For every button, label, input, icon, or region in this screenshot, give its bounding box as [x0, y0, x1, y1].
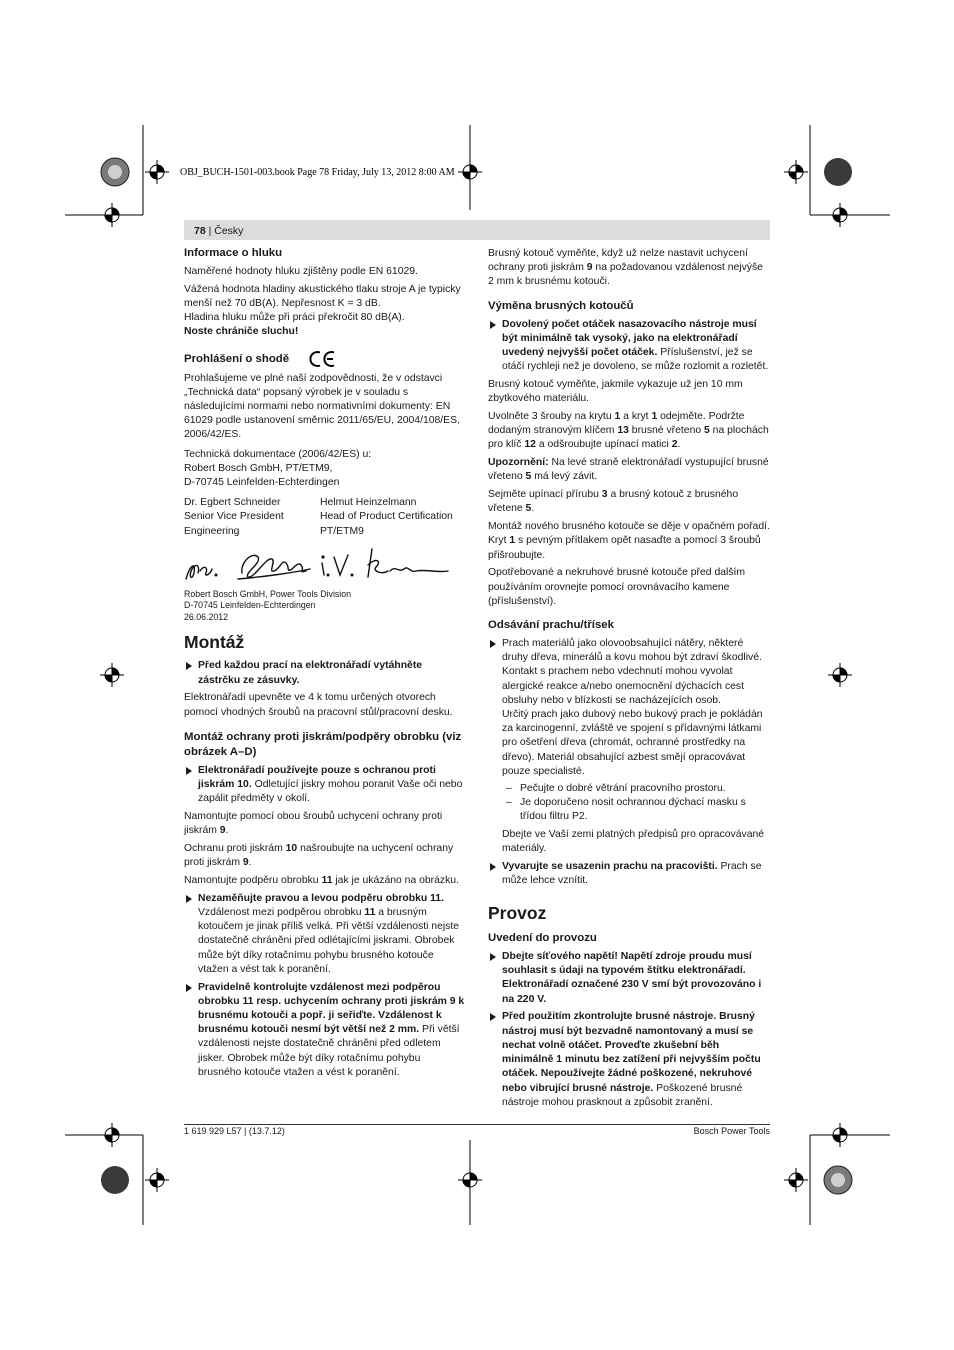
print-info-line: OBJ_BUCH-1501-003.book Page 78 Friday, July 13, 2012 8:00 AM [180, 167, 455, 178]
paragraph: Vážená hodnota hladiny akustického tlaku stroje A je typicky menší než 70 dB(A). Nepřesnost K = 3 dB. [184, 283, 461, 309]
paragraph: Naměřené hodnoty hluku zjištěny podle EN 61029. [184, 266, 418, 277]
paragraph: Brusný kotouč vyměňte, když už nelze nastavit uchycení ochrany proti jiskrám 9 na požadovanou vzdálenost nejvýše 2 mm k brusnému kotouči. [488, 248, 763, 288]
arrow-bullet-icon [490, 1013, 496, 1021]
paragraph: Namontujte podpěru obrobku 11 jak je ukázáno na obrázku. [184, 874, 459, 886]
warning-bullet: Elektronářadí používejte pouze s ochranou proti jiskrám 10. Odletující jiskry mohou poranit Vaše oči nebo zapálit předměty v okolí. [184, 764, 466, 807]
page-header [194, 225, 243, 237]
arrow-bullet-icon [490, 953, 496, 961]
crosshair-mark [828, 1123, 852, 1147]
handwritten-signatures [182, 543, 452, 587]
ce-mark-icon [308, 350, 336, 368]
warning-bullet: Nezaměňujte pravou a levou podpěru obrobku 11. Vzdálenost mezi podpěrou obrobku 11 a brusným kotoučem je jinak příliš velká. Při větší vzdálenosti nejste dostatečně chráněni před odlétajícími jiskrami. Obrobek může být díky rotačnímu pohybu brusného kotouče vtažen a vést tak k poranění. [184, 892, 466, 977]
paragraph: Technická dokumentace (2006/42/ES) u: Robert Bosch GmbH, PT/ETM9, D-70745 Leinfelden-Echterdingen [184, 448, 372, 489]
signatory-1: Dr. Egbert Schneider Senior Vice President Engineering [184, 497, 284, 537]
star-disk-center [108, 165, 122, 179]
page-header-bar [184, 220, 770, 240]
warning-bullet: Prach materiálů jako olovoobsahující nátěry, některé druhy dřeva, minerálů a kovu mohou být zdraví škodlivé. Kontakt s prachem nebo vdechnutí mohou vyvolat alergické reakce a/nebo onemocnění dýchacích cest obsluhy nebo v blízkosti se nacházejících osob. Určitý prach jako dubový nebo bukový prach je pokládán za karcinogenní, zvláště ve spojení s přídavnými látkami pro ošetření dřeva (chromát, ochranné prostředky na dřevo). Materiál obsahující azbest smějí opracovávat pouze specialisté. [488, 637, 770, 779]
paragraph: Hladina hluku může při práci překročit 80 dB(A). [184, 312, 405, 324]
arrow-bullet-icon [186, 895, 192, 903]
section-title: Výměna brusných kotoučů [488, 299, 634, 312]
footer-rule [184, 1124, 770, 1125]
right-column [488, 247, 770, 1114]
arrow-bullet-icon [186, 662, 192, 670]
crosshair-mark [100, 203, 124, 227]
section-title: Informace o hluku [184, 247, 283, 259]
footer-right: Bosch Power Tools [693, 1126, 770, 1136]
dash-item: – Pečujte o dobré větrání pracovního prostoru. [506, 783, 726, 795]
warning-bullet: Pravidelně kontrolujte vzdálenost mezi podpěrou obrobku 11 resp. uchycením ochrany proti jiskrám 9 k brusnému kotouči a popř. ji seřiďte. Vzdálenost k brusnému kotouči nesmí být větší než 2 mm. Při větší vzdálenosti nejste dostatečně chráněni před odletem jisker. Obrobek může být díky rotačnímu pohybu brusného kotouče vtažen a vést k poranění. [184, 981, 466, 1080]
signatory-2: Helmut Heinzelmann Head of Product Certification PT/ETM9 [320, 497, 453, 537]
paragraph: Ochranu proti jiskrám 10 našroubujte na uchycení ochrany proti jiskrám 9. [184, 842, 454, 869]
paragraph: Montáž nového brusného kotouče se děje v opačném pořadí. Kryt 1 s pevným přítlakem opět nasaďte a pomocí 3 šroubů přišroubujte. [488, 521, 770, 561]
arrow-bullet-icon [186, 984, 192, 992]
chapter-title: Montáž [184, 632, 245, 653]
solid-disk [824, 158, 852, 186]
section-title: Odsávání prachu/třísek [488, 619, 614, 632]
star-disk-center [831, 1173, 845, 1187]
warning-bullet: Před použitím zkontrolujte brusné nástroje. Brusný nástroj musí být bezvadně namontovaný a musí se nechat volně otáčet. Proveďte zkušební běh minimálně 1 minutu bez zatížení při nejvyšším počtu otáček. Nepoužívejte žádné poškozené, nekruhové nebo vibrující brusné nástroje. Poškozené brusné nástroje mohou prasknout a způsobit zranění. [488, 1010, 770, 1109]
paragraph: Upozornění: Na levé straně elektronářadí vystupující brusné vřeteno 5 má levý závit. [488, 457, 769, 483]
crosshair-mark [828, 203, 852, 227]
header-separator: | [205, 225, 215, 237]
solid-disk [101, 1166, 129, 1194]
header-language: Česky [214, 225, 244, 237]
crosshair-mark [458, 160, 482, 184]
warning-bullet: Vyvarujte se usazenin prachu na pracovišti. Prach se může lehce vznítit. [488, 860, 770, 888]
warning-bullet: Dovolený počet otáček nasazovacího nástroje musí být minimálně tak vysoký, jako na elektronářadí uvedený nejvyšší počet otáček. Příslušenství, jež se otáčí rychleji než je dovoleno, se může rozlomit a rozletět. [488, 318, 770, 375]
crosshair-mark [145, 1168, 169, 1192]
paragraph: Elektronářadí upevněte ve 4 k tomu určených otvorech pomocí vhodných šroubů na pracovní stůl/pracovní desku. [184, 692, 453, 718]
paragraph: Dbejte ve Vaší zemi platných předpisů pro opracovávané materiály. [502, 828, 765, 854]
paragraph: Uvolněte 3 šrouby na krytu 1 a kryt 1 odejměte. Podržte dodaným stranovým klíčem 13 brusné vřeteno 5 na plochách pro klíč 12 a odšroubujte upínací matici 2. [488, 411, 769, 451]
footer-left: 1 619 929 L57 | (13.7.12) [184, 1126, 285, 1136]
crosshair-mark [100, 663, 124, 687]
paragraph: Namontujte pomocí obou šroubů uchycení ochrany proti jiskrám 9. [184, 810, 443, 837]
crosshair-mark [458, 1168, 482, 1192]
warning-bullet: Dbejte síťového napětí! Napětí zdroje proudu musí souhlasit s údaji na typovém štítku elektronářadí. Elektronářadí označené 230 V smí být provozováno i na 220 V. [488, 950, 770, 1007]
crosshair-mark [145, 160, 169, 184]
arrow-bullet-icon [490, 640, 496, 648]
warning-bullet: Před každou prací na elektronářadí vytáhněte zástrčku ze zásuvky. [184, 659, 466, 687]
crosshair-mark [784, 160, 808, 184]
left-column [184, 244, 466, 1084]
crosshair-mark [100, 1123, 124, 1147]
arrow-bullet-icon [490, 863, 496, 871]
signatories [184, 496, 466, 539]
section-title: Uvedení do provozu [488, 932, 597, 945]
page-number: 78 [194, 225, 206, 237]
arrow-bullet-icon [490, 321, 496, 329]
paragraph: Brusný kotouč vyměňte, jakmile vykazuje už jen 10 mm zbytkového materiálu. [488, 379, 743, 405]
paragraph: Noste chrániče sluchu! [184, 326, 299, 338]
crosshair-mark [784, 1168, 808, 1192]
arrow-bullet-icon [186, 767, 192, 775]
dash-item: – Je doporučeno nosit ochrannou dýchací masku s třídou filtru P2. [506, 797, 746, 823]
crosshair-mark [828, 663, 852, 687]
section-title: Prohlášení o shodě [184, 350, 466, 368]
section-title: Montáž ochrany proti jiskrám/podpěry obrobku (viz obrázek A–D) [184, 730, 462, 758]
signature-address: Robert Bosch GmbH, Power Tools Division D-70745 Leinfelden-Echterdingen 26.06.2012 [184, 588, 352, 622]
paragraph: Opotřebované a nekruhové brusné kotouče před dalším používáním orovnejte pomocí orovnávacího kamene (příslušenství). [488, 567, 746, 607]
chapter-title: Provoz [488, 903, 547, 924]
paragraph: Prohlašujeme ve plné naší zodpovědnosti, že v odstavci „Technická data“ popsaný výrobek je v souladu s následujícími normami nebo normativními dokumenty: EN 61029 podle ustanovení směrnic 2011/65/EU, 2004/108/ES, 2006/42/ES. [184, 372, 460, 441]
paragraph: Sejměte upínací přírubu 3 a brusný kotouč z brusného vřetene 5. [488, 489, 739, 515]
